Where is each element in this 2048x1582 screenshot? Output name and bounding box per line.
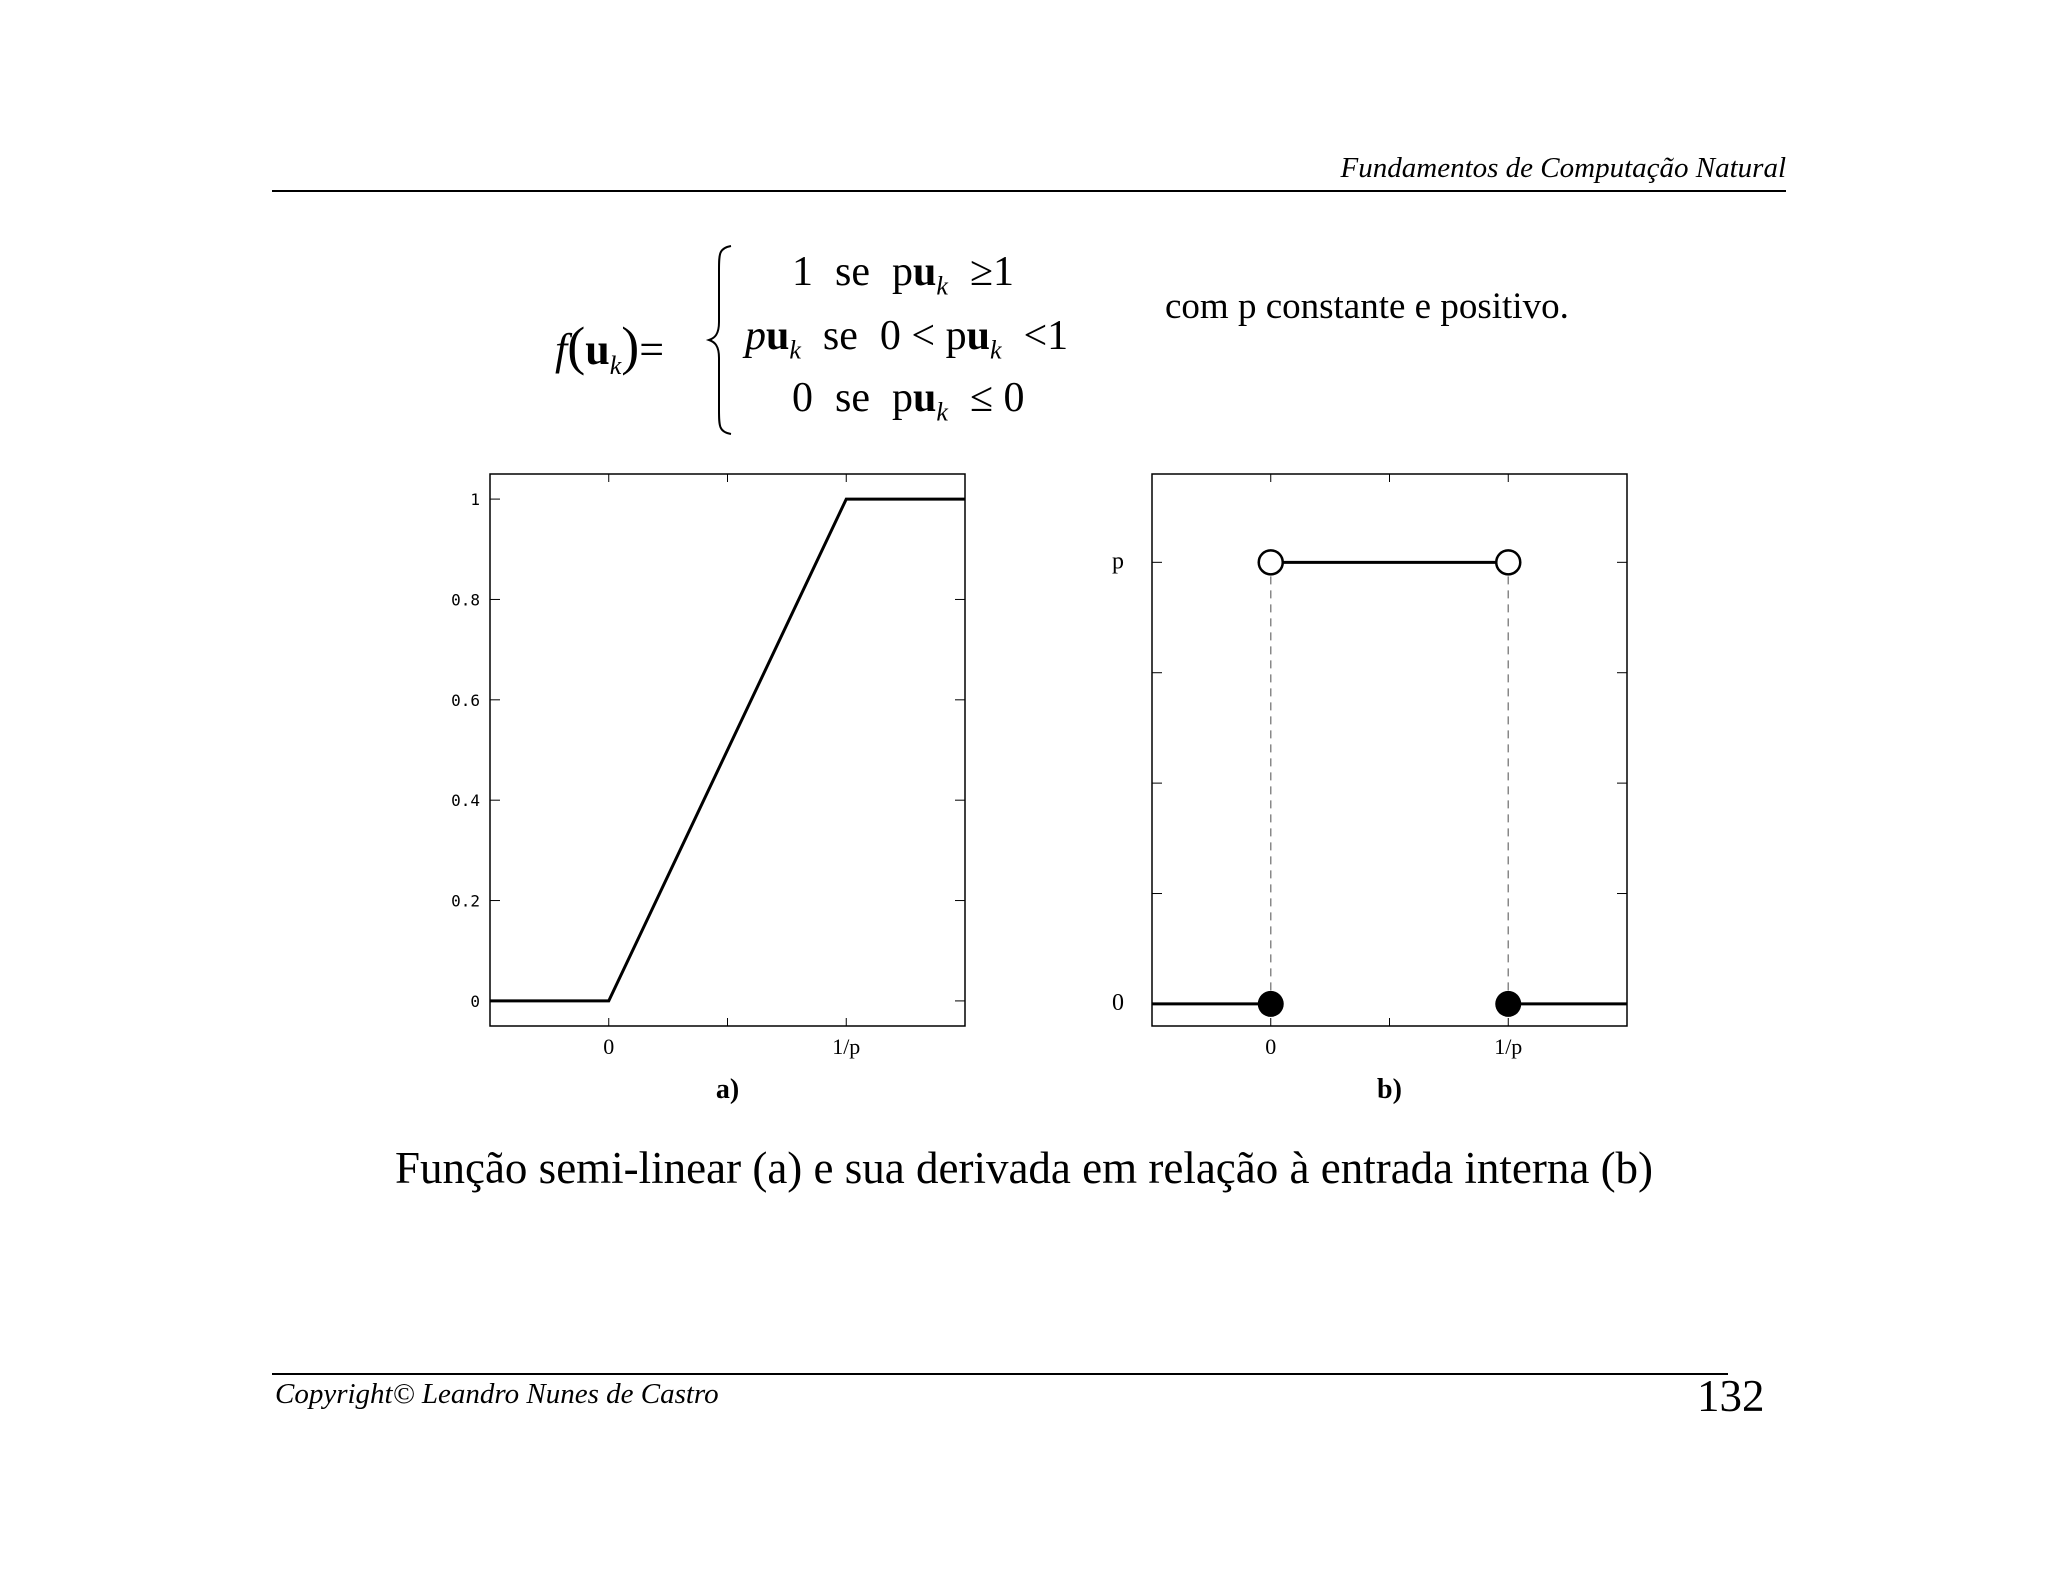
panel-b-filled-point <box>1258 991 1284 1017</box>
figure-caption: Função semi-linear (a) e sua derivada em relação à entrada interna (b) <box>394 1143 1654 1193</box>
formula-lhs-f: f <box>555 325 568 374</box>
panel-a-series-line <box>490 499 965 1001</box>
footer-copyright: Copyright© Leandro Nunes de Castro <box>275 1378 719 1410</box>
panel-a-xtick-label: 1/p <box>832 1034 861 1059</box>
panel-b-xtick-label: 1/p <box>1494 1034 1523 1059</box>
panel-b-ytick-label: 0 <box>1112 989 1124 1016</box>
footer-rule <box>272 1373 1728 1375</box>
formula-note: com p constante e positivo. <box>1165 286 1569 327</box>
formula-lhs-k: k <box>609 350 622 380</box>
panel-b-open-point <box>1496 550 1520 574</box>
panel-b-open-point <box>1259 550 1283 574</box>
page-number: 132 <box>1697 1371 1765 1421</box>
panel-a-ytick-label: 0.6 <box>451 690 480 710</box>
panel-b-ytick-label: p <box>1112 548 1124 575</box>
panel-b-label: b) <box>1377 1074 1402 1105</box>
formula-case-2: $pu_k$ se $0 < pu_k <1$ <box>745 313 1069 365</box>
panel-a-ytick-label: 0.4 <box>451 791 480 811</box>
panel-a-xtick-label: 0 <box>603 1034 615 1059</box>
header-title: Fundamentos de Computação Natural <box>1340 152 1786 184</box>
panel-a-ytick-label: 0.2 <box>451 891 480 911</box>
panel-a-label: a) <box>715 1074 740 1105</box>
formula-lhs-u: u <box>585 325 610 374</box>
formula-case-1: 1 se $pu_k \ge 1$ <box>792 249 1014 301</box>
panel-b-filled-point <box>1495 991 1521 1017</box>
panel-a-ytick-label: 1 <box>470 490 480 510</box>
formula-case-3: 0 se $pu_k \le 0$ <box>792 375 1025 427</box>
panel-b-frame <box>1152 474 1627 1026</box>
panel-a-ytick-label: 0.8 <box>451 590 480 610</box>
panel-b-xtick-label: 0 <box>1265 1034 1277 1059</box>
formula-lhs: $f(u_k)=$ <box>555 316 665 380</box>
panel-a-ytick-label: 0 <box>470 991 480 1011</box>
